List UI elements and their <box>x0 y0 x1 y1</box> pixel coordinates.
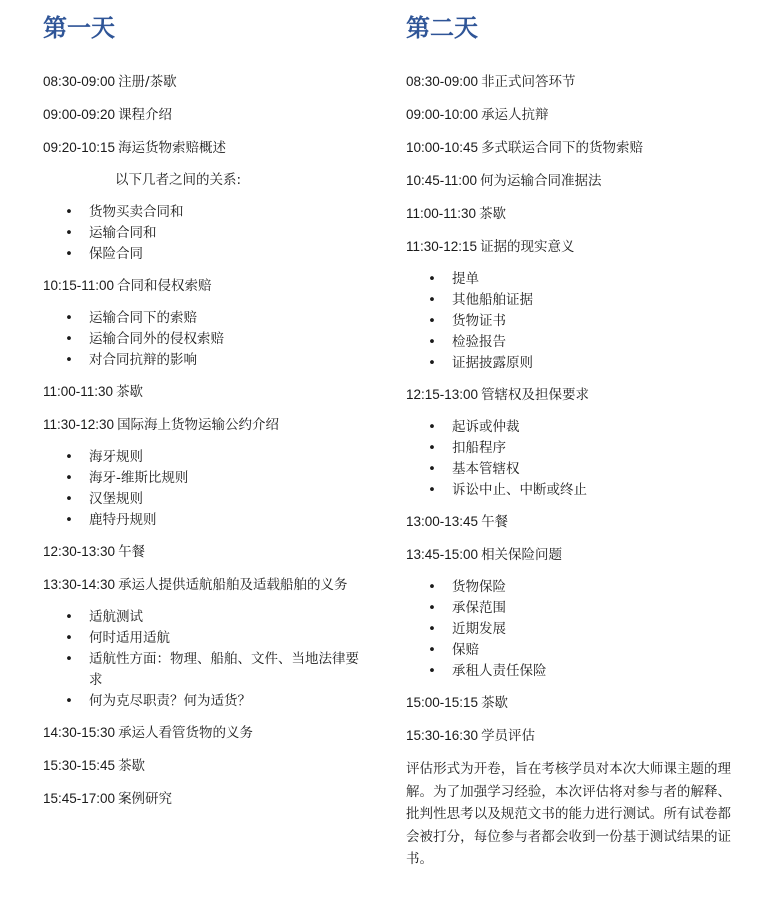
bullet-list <box>406 417 731 501</box>
entry-time: 08:30-09:00 <box>406 74 479 89</box>
entry-time: 08:30-09:00 <box>43 74 116 89</box>
bullet-item: • 保险合同 <box>43 244 363 265</box>
entry-title: 案例研究 <box>118 791 173 807</box>
entry-title: 海运货物索赔概述 <box>118 140 227 156</box>
assessment-paragraph: 评估形式为开卷，旨在考核学员对本次大师课主题的理解。为了加强学习经验，本次评估将对参与者的解释、批判性思考以及规范文书的能力进行测试。所有试卷都会被打分，每位参与者都会收到一份基于测试结果的证书。 <box>406 761 731 867</box>
entry-title: 非正式问答环节 <box>481 74 576 90</box>
bullet-item: • 起诉或仲裁 <box>406 417 731 438</box>
entry-title: 何为运输合同准据法 <box>480 173 602 189</box>
schedule-entry <box>43 104 363 126</box>
bullet-list <box>43 308 363 371</box>
entry-time: 09:00-10:00 <box>406 107 479 122</box>
bullet-item: • 其他船舶证据 <box>406 290 731 311</box>
entry-title: 注册/茶歇 <box>118 74 177 90</box>
schedule-entry <box>406 725 731 747</box>
schedule-entry <box>406 511 731 533</box>
entry-time: 15:30-16:30 <box>406 728 479 743</box>
bullet-item: • 何时适用适航 <box>43 628 363 649</box>
bullet-item: • 适航测试 <box>43 607 363 628</box>
bullet-item: • 货物买卖合同和 <box>43 202 363 223</box>
bullet-item: • 近期发展 <box>406 619 731 640</box>
entry-note: 以下几者之间的关系: <box>115 172 242 188</box>
entry-time: 13:30-14:30 <box>43 577 116 592</box>
entry-time: 13:45-15:00 <box>406 547 479 562</box>
bullet-item: • 鹿特丹规则 <box>43 510 363 531</box>
bullet-item: • 海牙规则 <box>43 447 363 468</box>
bullet-item: • 海牙-维斯比规则 <box>43 468 363 489</box>
bullet-item: • 承租人责任保险 <box>406 661 731 682</box>
day2-title: 第二天 <box>406 13 478 42</box>
entry-title: 合同和侵权索赔 <box>117 278 212 294</box>
entry-time: 11:00-11:30 <box>406 206 477 221</box>
bullet-item: • 汉堡规则 <box>43 489 363 510</box>
entry-title: 茶歇 <box>479 206 507 222</box>
entry-time: 14:30-15:30 <box>43 725 116 740</box>
entry-title: 相关保险问题 <box>481 547 563 563</box>
bullet-item: • 扣船程序 <box>406 438 731 459</box>
schedule-entry <box>406 104 731 126</box>
bullet-list <box>406 269 731 374</box>
schedule-entry <box>406 544 731 566</box>
entry-time: 10:45-11:00 <box>406 173 478 188</box>
bullet-item: • 承保范围 <box>406 598 731 619</box>
entry-time: 15:45-17:00 <box>43 791 116 806</box>
bullet-item: • 货物证书 <box>406 311 731 332</box>
schedule-entry <box>43 71 363 93</box>
bullet-list <box>43 607 363 712</box>
schedule-entry <box>406 71 731 93</box>
schedule-entry <box>406 384 731 406</box>
entry-time: 15:30-15:45 <box>43 758 116 773</box>
entry-time: 15:00-15:15 <box>406 695 479 710</box>
bullet-item: • 运输合同和 <box>43 223 363 244</box>
entry-title: 学员评估 <box>481 728 536 744</box>
bullet-item: • 提单 <box>406 269 731 290</box>
bullet-list <box>43 202 363 265</box>
bullet-item: • 对合同抗辩的影响 <box>43 350 363 371</box>
entry-title: 课程介绍 <box>118 107 173 123</box>
schedule-entry <box>43 541 363 563</box>
entry-time: 11:30-12:30 <box>43 417 115 432</box>
schedule-entry <box>43 381 363 403</box>
day2-entries <box>406 71 731 747</box>
entry-time: 10:15-11:00 <box>43 278 115 293</box>
entry-time: 12:30-13:30 <box>43 544 116 559</box>
entry-title: 承运人看管货物的义务 <box>118 725 254 741</box>
schedule-entry <box>406 203 731 225</box>
schedule-entry <box>406 692 731 714</box>
bullet-item: • 证据披露原则 <box>406 353 731 374</box>
bullet-item: • 货物保险 <box>406 577 731 598</box>
entry-title: 午餐 <box>481 514 509 530</box>
entry-time: 11:00-11:30 <box>43 384 114 399</box>
entry-title: 茶歇 <box>118 758 146 774</box>
entry-title: 茶歇 <box>481 695 509 711</box>
entry-title: 多式联运合同下的货物索赔 <box>481 140 644 156</box>
schedule-entry <box>43 275 363 297</box>
entry-title: 承运人提供适航船舶及适载船舶的义务 <box>118 577 348 593</box>
schedule-entry <box>43 788 363 810</box>
schedule-entry <box>43 755 363 777</box>
entry-title: 承运人抗辩 <box>481 107 549 123</box>
entry-time: 12:15-13:00 <box>406 387 479 402</box>
bullet-item: • 保赔 <box>406 640 731 661</box>
entry-title: 管辖权及担保要求 <box>481 387 590 403</box>
entry-time: 09:20-10:15 <box>43 140 116 155</box>
day1-schedule <box>43 71 363 821</box>
entry-time: 09:00-09:20 <box>43 107 116 122</box>
day1-title: 第一天 <box>43 13 115 42</box>
day2-schedule <box>406 71 731 871</box>
bullet-item: • 诉讼中止、中断或终止 <box>406 480 731 501</box>
bullet-list <box>406 577 731 682</box>
entry-title: 茶歇 <box>116 384 144 400</box>
schedule-entry <box>43 722 363 744</box>
entry-title: 证据的现实意义 <box>480 239 575 255</box>
entry-time: 11:30-12:15 <box>406 239 478 254</box>
schedule-entry <box>43 137 363 159</box>
schedule-entry <box>406 236 731 258</box>
schedule-entry <box>43 574 363 596</box>
bullet-item: • 运输合同下的索赔 <box>43 308 363 329</box>
bullet-item: • 检验报告 <box>406 332 731 353</box>
schedule-entry <box>406 137 731 159</box>
schedule-entry <box>406 170 731 192</box>
entry-time: 10:00-10:45 <box>406 140 479 155</box>
bullet-list <box>43 447 363 531</box>
schedule-entry <box>43 414 363 436</box>
entry-time: 13:00-13:45 <box>406 514 479 529</box>
entry-title: 国际海上货物运输公约介绍 <box>117 417 280 433</box>
bullet-item: • 适航性方面：物理、船舶、文件、当地法律要求 <box>43 649 363 691</box>
bullet-item: • 运输合同外的侵权索赔 <box>43 329 363 350</box>
bullet-item: • 何为克尽职责？何为适货？ <box>43 691 363 712</box>
bullet-item: • 基本管辖权 <box>406 459 731 480</box>
entry-title: 午餐 <box>118 544 146 560</box>
